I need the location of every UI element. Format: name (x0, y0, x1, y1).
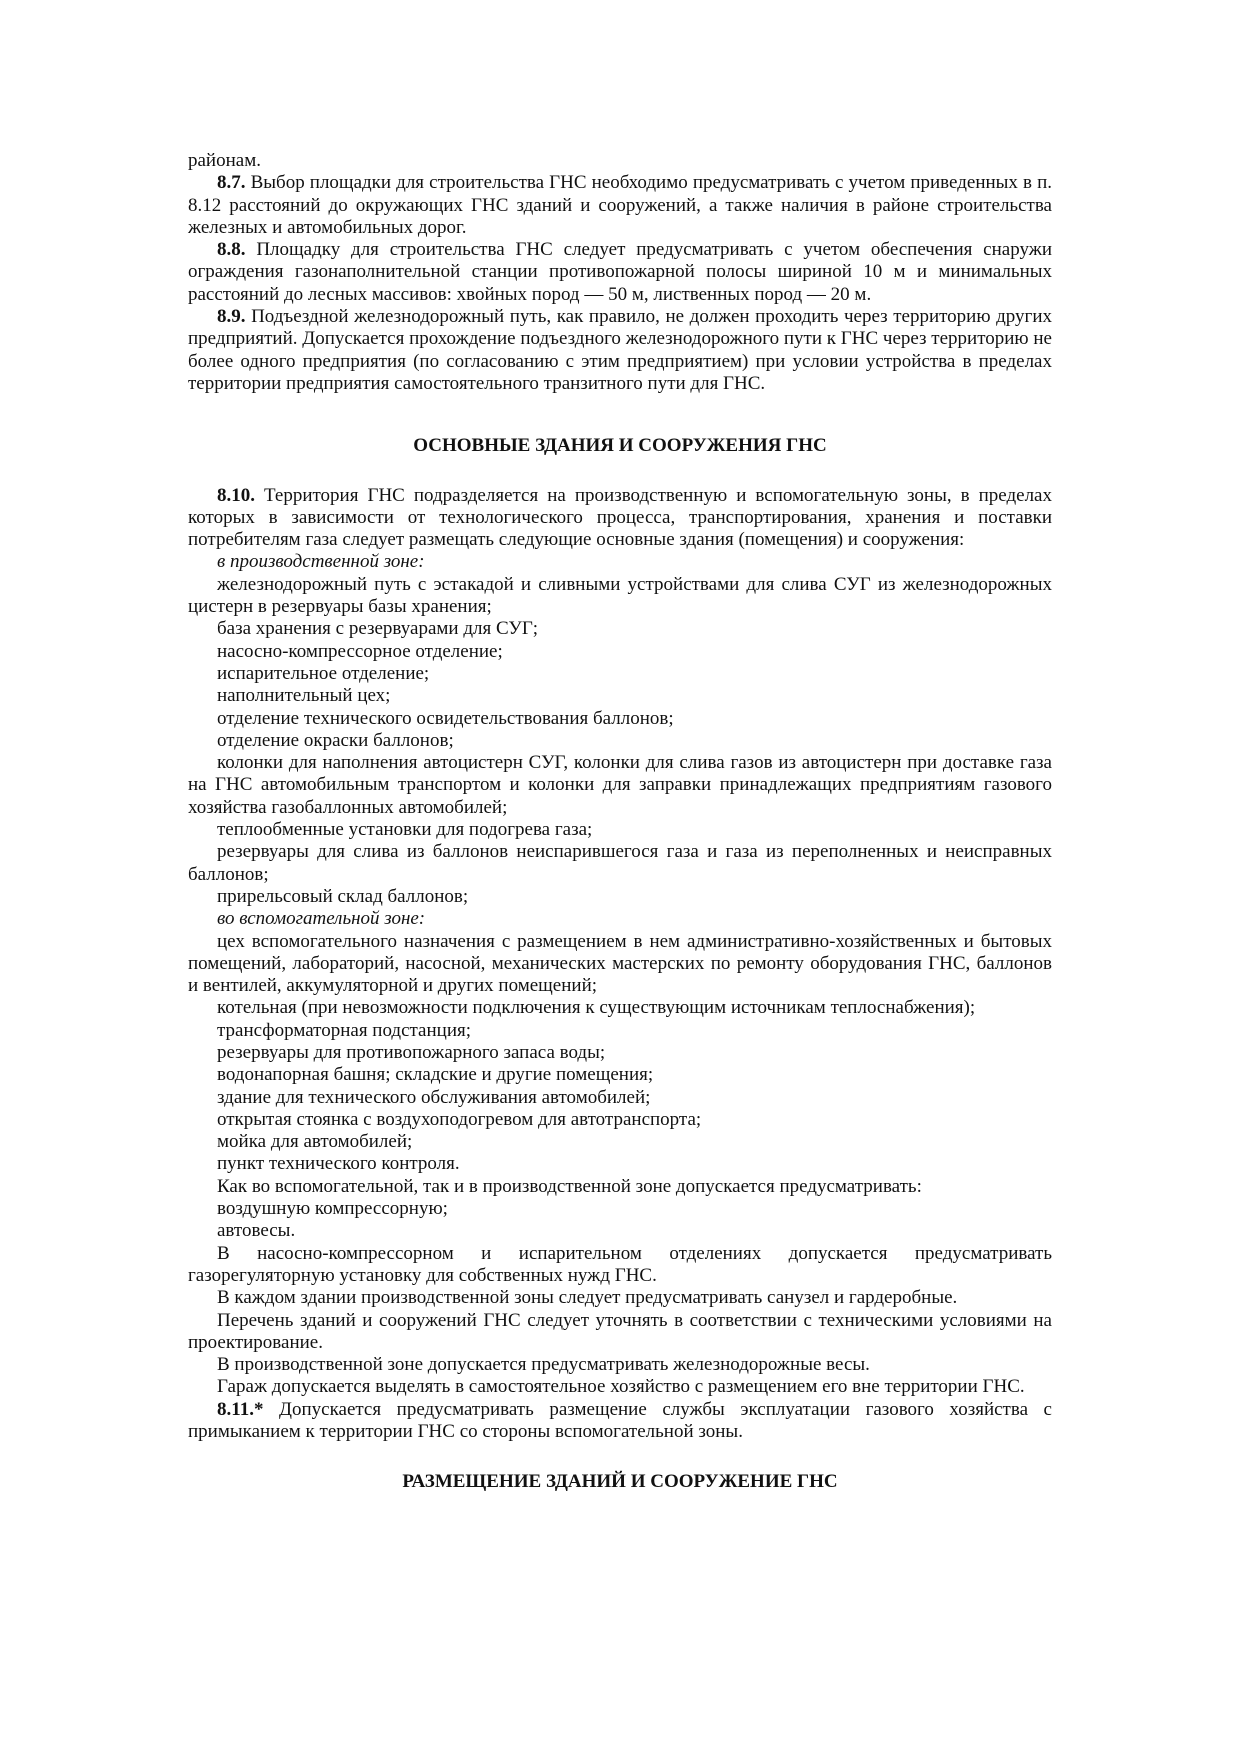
paragraph (188, 1131, 1052, 1153)
paragraph-text: резервуары для противопожарного запаса воды; (217, 1041, 606, 1063)
paragraph (188, 1399, 1052, 1444)
paragraph-text: во вспомогательной зоне: (217, 908, 426, 930)
paragraph-text: теплообменные установки для подогрева газа; (217, 819, 593, 841)
paragraph-text: испарительное отделение; (217, 662, 430, 684)
paragraph (188, 1109, 1052, 1131)
paragraph-text: здание для технического обслуживания автомобилей; (217, 1086, 651, 1108)
paragraph (188, 708, 1052, 730)
paragraph (188, 172, 1052, 239)
paragraph-text: Площадку для строительства ГНС следует предусматривать с учетом обеспечения снаружи ограждения газонаполнительной станции противопожарной полосы шириной 10 м и минимальных расстояний до лесных массивов: хвойных пород — 50 м, лиственных пород — 20 м. (188, 239, 1052, 305)
paragraph (188, 618, 1052, 640)
paragraph-text: Как во вспомогательной, так и в производственной зоне допускается предусматривать: (217, 1175, 922, 1197)
clause-number: 8.7. (217, 172, 246, 194)
paragraph-text: Подъездной железнодорожный путь, как правило, не должен проходить через территорию других предприятий. Допускается прохождение подъездного железнодорожного пути к ГНС через территорию не более одного предприятия (по согласованию с этим предприятием) при условии устройства в пределах территории предприятия самостоятельного транзитного пути для ГНС. (188, 306, 1052, 394)
clause-number: 8.11.* (217, 1398, 264, 1420)
paragraph (188, 1310, 1052, 1355)
paragraph-text: база хранения с резервуарами для СУГ; (217, 618, 539, 640)
paragraph (188, 574, 1052, 619)
paragraph (188, 1243, 1052, 1288)
paragraph-text: Выбор площадки для строительства ГНС необходимо предусматривать с учетом приведенных в п. 8.12 расстояний до окружающих ГНС зданий и сооружений, а также наличия в районе строительства железных и автомобильных дорог. (188, 172, 1052, 238)
paragraph (188, 1287, 1052, 1309)
paragraph (188, 841, 1052, 886)
paragraph-text: Допускается предусматривать размещение службы эксплуатации газового хозяйства с примыканием к территории ГНС со стороны вспомогательной зоны. (188, 1398, 1052, 1443)
paragraph-text: Гараж допускается выделять в самостоятельное хозяйство с размещением его вне территории ГНС. (217, 1376, 1025, 1398)
clause-number: 8.9. (217, 306, 246, 328)
paragraph (188, 306, 1052, 395)
paragraph-text: цех вспомогательного назначения с размещением в нем административно-хозяйственных и бытовых помещений, лабораторий, насосной, механических мастерских по ремонту оборудования ГНС, баллонов и вентилей, аккумуляторной и других помещений; (188, 930, 1052, 997)
zone-subheading (188, 908, 1052, 930)
paragraph (188, 752, 1052, 819)
paragraph (188, 485, 1052, 552)
paragraph (188, 239, 1052, 306)
clause-number: 8.8. (217, 239, 246, 261)
paragraph-text: железнодорожный путь с эстакадой и сливными устройствами для слива СУГ из железнодорожных цистерн в резервуары базы хранения; (188, 573, 1052, 618)
paragraph-text: Перечень зданий и сооружений ГНС следует уточнять в соответствии с техническими условиями на проектирование. (188, 1309, 1052, 1353)
paragraph (188, 730, 1052, 752)
document-page (188, 150, 1052, 1521)
paragraph (188, 1020, 1052, 1042)
paragraph-text: в производственной зоне: (217, 551, 425, 573)
paragraph-text: трансформаторная подстанция; (217, 1019, 472, 1041)
paragraph-text: В производственной зоне допускается предусматривать железнодорожные весы. (217, 1354, 870, 1376)
paragraph (188, 150, 1052, 172)
paragraph-text: воздушную компрессорную; (217, 1198, 448, 1220)
paragraph (188, 819, 1052, 841)
paragraph-text: В каждом здании производственной зоны следует предусматривать санузел и гардеробные. (217, 1287, 958, 1309)
paragraph (188, 1153, 1052, 1175)
paragraph-text: В насосно-компрессорном и испарительном отделениях допускается предусматривать газорегуляторную установку для собственных нужд ГНС. (188, 1242, 1052, 1286)
clause-number: 8.10. (217, 484, 255, 506)
paragraph (188, 1042, 1052, 1064)
paragraph (188, 663, 1052, 685)
paragraph (188, 1198, 1052, 1220)
zone-subheading (188, 551, 1052, 573)
paragraph-text: отделение окраски баллонов; (217, 729, 454, 751)
paragraph-text: мойка для автомобилей; (217, 1131, 413, 1153)
paragraph-text: отделение технического освидетельствования баллонов; (217, 707, 674, 729)
paragraph (188, 997, 1052, 1019)
paragraph-text: районам. (188, 150, 261, 171)
paragraph (188, 1064, 1052, 1086)
paragraph-text: насосно-компрессорное отделение; (217, 640, 503, 662)
paragraph (188, 685, 1052, 707)
paragraph-text: наполнительный цех; (217, 685, 391, 707)
paragraph (188, 886, 1052, 908)
paragraph (188, 1376, 1052, 1398)
section-heading: РАЗМЕЩЕНИЕ ЗДАНИЙ И СООРУЖЕНИЕ ГНС (402, 1471, 838, 1493)
paragraph-text: автовесы. (217, 1220, 296, 1242)
paragraph-text: колонки для наполнения автоцистерн СУГ, колонки для слива газов из автоцистерн при доставке газа на ГНС автомобильным транспортом и колонки для заправки принадлежащих предприятиям газового хозяйства газобаллонных автомобилей; (188, 752, 1052, 818)
paragraph-text: резервуары для слива из баллонов неиспарившегося газа и газа из переполненных и неисправных баллонов; (188, 841, 1052, 885)
paragraph-text: открытая стоянка с воздухоподогревом для автотранспорта; (217, 1108, 702, 1130)
paragraph (188, 931, 1052, 998)
section-heading: ОСНОВНЫЕ ЗДАНИЯ И СООРУЖЕНИЯ ГНС (413, 435, 827, 457)
paragraph (188, 1087, 1052, 1109)
paragraph-text: пункт технического контроля. (217, 1153, 460, 1175)
paragraph (188, 1354, 1052, 1376)
paragraph-text: водонапорная башня; складские и другие помещения; (217, 1064, 654, 1086)
paragraph-text: Территория ГНС подразделяется на производственную и вспомогательную зоны, в пределах которых в зависимости от технологического процесса, транспортирования, хранения и поставки потребителям газа следует размещать следующие основные здания (помещения) и сооружения: (188, 484, 1052, 551)
paragraph (188, 1176, 1052, 1198)
paragraph (188, 1220, 1052, 1242)
paragraph-text: котельная (при невозможности подключения к существующим источникам теплоснабжения); (217, 997, 976, 1019)
paragraph (188, 641, 1052, 663)
paragraph-text: прирельсовый склад баллонов; (217, 885, 469, 907)
